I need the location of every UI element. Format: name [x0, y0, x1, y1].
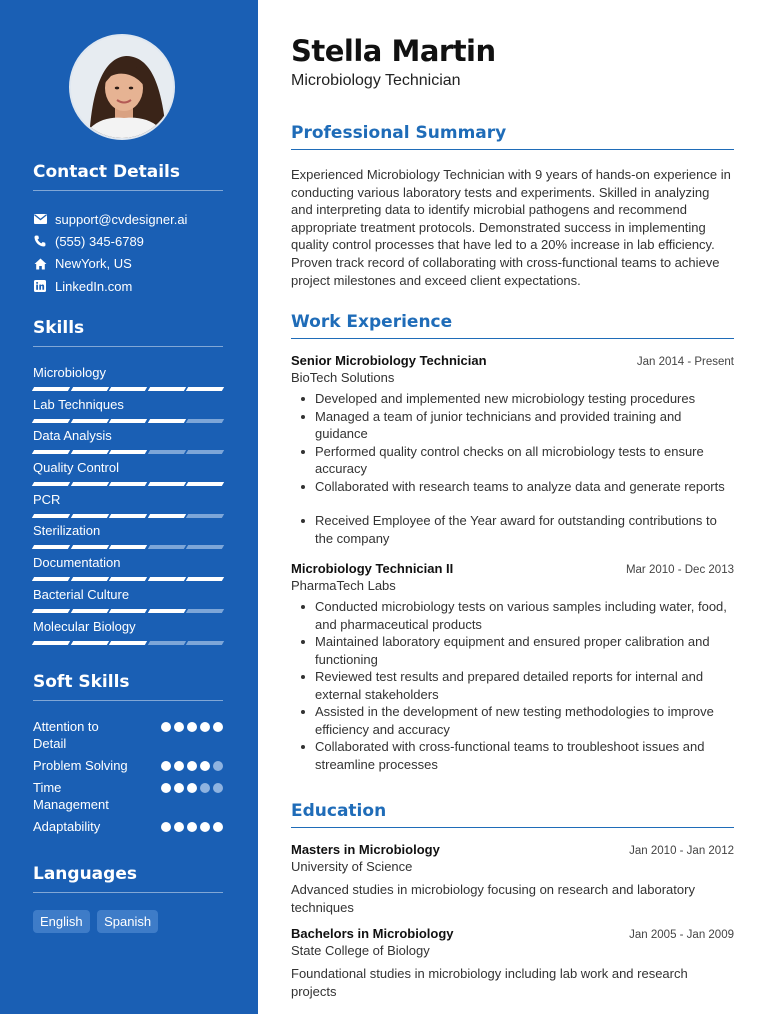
- skill-level-segment: [148, 387, 186, 391]
- skill-level-segment: [186, 609, 224, 613]
- skill-level-segment: [109, 577, 147, 581]
- skill-level-segment: [32, 545, 70, 549]
- level-dot: [200, 822, 210, 832]
- level-dot: [187, 722, 197, 732]
- level-dot: [174, 822, 184, 832]
- skill-level-bar: [33, 545, 223, 549]
- candidate-name: Stella Martin: [291, 34, 496, 68]
- skill-row: [33, 551, 223, 583]
- soft-skill-dots: [161, 718, 223, 732]
- school-name: University of Science: [291, 859, 413, 874]
- level-dot: [213, 722, 223, 732]
- skill-level-segment: [186, 482, 224, 486]
- skill-level-segment: [70, 419, 108, 423]
- soft-skill-dots: [161, 779, 223, 793]
- skill-label: Lab Techniques: [33, 396, 124, 412]
- skill-level-segment: [148, 577, 186, 581]
- skill-level-segment: [148, 419, 186, 423]
- soft-skills-section: [33, 672, 223, 840]
- skill-level-segment: [70, 514, 108, 518]
- soft-skill-row: [33, 718, 223, 757]
- level-dot: [161, 783, 171, 793]
- level-dot: [174, 761, 184, 771]
- avatar-portrait: [71, 36, 175, 140]
- skill-level-bar: [33, 482, 223, 486]
- skill-level-segment: [148, 609, 186, 613]
- job-entry: [291, 353, 734, 547]
- school-name: State College of Biology: [291, 943, 430, 958]
- contact-heading: Contact Details: [33, 162, 223, 191]
- job-bullet: Managed a team of junior technicians and provided training and guidance: [291, 408, 734, 443]
- contact-phone-text: (555) 345-6789: [55, 233, 144, 249]
- skill-level-bar: [33, 514, 223, 518]
- soft-skill-label: Time Management: [33, 780, 109, 812]
- degree-title: Bachelors in Microbiology: [291, 926, 454, 941]
- soft-skills-heading: Soft Skills: [33, 672, 223, 701]
- skill-level-segment: [32, 577, 70, 581]
- phone-icon: [33, 234, 47, 248]
- skill-level-segment: [32, 450, 70, 454]
- education-entry: [291, 926, 734, 1001]
- skill-level-segment: [70, 609, 108, 613]
- soft-skill-row: [33, 757, 223, 779]
- job-title: Microbiology Technician II: [291, 561, 454, 576]
- skill-level-segment: [186, 545, 224, 549]
- skill-level-segment: [70, 641, 108, 645]
- job-bullets: [291, 598, 734, 773]
- skill-level-segment: [32, 609, 70, 613]
- skill-level-bar: [33, 387, 223, 391]
- skill-level-segment: [148, 450, 186, 454]
- summary-heading: Professional Summary: [291, 123, 734, 150]
- level-dot: [213, 761, 223, 771]
- candidate-title: Microbiology Technician: [291, 72, 461, 89]
- level-dot: [200, 722, 210, 732]
- skill-level-segment: [186, 419, 224, 423]
- skill-level-segment: [70, 545, 108, 549]
- skill-row: [33, 488, 223, 520]
- job-bullet: Conducted microbiology tests on various samples including water, food, and pharmaceutical products: [291, 598, 734, 633]
- skill-level-segment: [148, 641, 186, 645]
- skill-level-bar: [33, 641, 223, 645]
- level-dot: [161, 761, 171, 771]
- skills-heading: Skills: [33, 318, 223, 347]
- language-tag-english: English: [33, 910, 90, 933]
- level-dot: [200, 761, 210, 771]
- contact-linkedin[interactable]: [33, 275, 223, 297]
- contact-location: [33, 253, 223, 275]
- languages-section: [33, 864, 223, 933]
- job-company: PharmaTech Labs: [291, 578, 396, 593]
- soft-skill-dots: [161, 757, 223, 771]
- skill-label: Molecular Biology: [33, 618, 136, 634]
- skill-row: [33, 393, 223, 425]
- soft-skill-row: [33, 779, 223, 818]
- envelope-icon: [33, 212, 47, 226]
- sidebar: [0, 0, 258, 1014]
- skill-level-segment: [32, 482, 70, 486]
- soft-skill-row: [33, 818, 223, 840]
- skill-level-segment: [148, 482, 186, 486]
- job-bullet: Performed quality control checks on all microbiology tests to ensure accuracy: [291, 443, 734, 478]
- skills-section: [33, 318, 223, 646]
- skill-level-segment: [70, 387, 108, 391]
- skill-label: PCR: [33, 491, 61, 507]
- skill-label: Data Analysis: [33, 428, 112, 444]
- contact-phone[interactable]: [33, 230, 223, 252]
- skill-level-segment: [32, 641, 70, 645]
- skill-row: [33, 583, 223, 615]
- skill-label: Quality Control: [33, 460, 119, 476]
- job-bullet: Collaborated with cross-functional teams to troubleshoot issues and streamline processes: [291, 738, 734, 773]
- job-dates: Jan 2014 - Present: [636, 356, 734, 368]
- education-heading: Education: [291, 801, 734, 828]
- skill-row: [33, 519, 223, 551]
- skill-level-segment: [109, 514, 147, 518]
- degree-title: Masters in Microbiology: [291, 842, 440, 857]
- education-description: Foundational studies in microbiology including lab work and research projects: [291, 966, 688, 999]
- job-bullet: Reviewed test results and prepared detailed reports for internal and external stakeholders: [291, 668, 734, 703]
- skill-level-segment: [70, 482, 108, 486]
- job-entry: [291, 561, 734, 773]
- skill-row: [33, 424, 223, 456]
- skill-level-bar: [33, 419, 223, 423]
- job-bullet: Collaborated with research teams to analyze data and generate reports: [291, 478, 734, 496]
- skill-row: [33, 456, 223, 488]
- skill-level-segment: [109, 387, 147, 391]
- skill-level-segment: [109, 419, 147, 423]
- job-bullet: Received Employee of the Year award for outstanding contributions to the company: [291, 512, 734, 547]
- skill-row: [33, 361, 223, 393]
- education-description: Advanced studies in microbiology focusing on research and laboratory techniques: [291, 882, 695, 915]
- skill-level-segment: [32, 387, 70, 391]
- level-dot: [187, 761, 197, 771]
- level-dot: [213, 822, 223, 832]
- skill-label: Documentation: [33, 555, 121, 571]
- contact-location-text: NewYork, US: [55, 256, 132, 272]
- education-entry: [291, 842, 734, 917]
- job-bullet: Assisted in the development of new testing methodologies to improve efficiency and accuracy: [291, 703, 734, 738]
- soft-skill-label: Attention to Detail: [33, 719, 99, 751]
- skill-level-segment: [148, 545, 186, 549]
- skill-level-segment: [32, 514, 70, 518]
- skill-level-segment: [186, 577, 224, 581]
- skill-level-segment: [109, 641, 147, 645]
- skill-level-segment: [70, 577, 108, 581]
- job-company: BioTech Solutions: [291, 370, 395, 385]
- level-dot: [213, 783, 223, 793]
- job-bullet: Maintained laboratory equipment and ensured proper calibration and functioning: [291, 633, 734, 668]
- skill-label: Bacterial Culture: [33, 586, 130, 602]
- soft-skill-label: Adaptability: [33, 819, 101, 834]
- skill-level-segment: [109, 609, 147, 613]
- profile-photo: [69, 34, 175, 140]
- level-dot: [187, 822, 197, 832]
- skill-level-bar: [33, 450, 223, 454]
- skill-level-segment: [186, 641, 224, 645]
- education-dates: Jan 2005 - Jan 2009: [629, 929, 734, 941]
- level-dot: [174, 722, 184, 732]
- skill-level-bar: [33, 577, 223, 581]
- skill-level-segment: [186, 387, 224, 391]
- skill-label: Microbiology: [33, 365, 106, 380]
- languages-heading: Languages: [33, 864, 223, 893]
- skill-level-segment: [186, 514, 224, 518]
- job-dates: Mar 2010 - Dec 2013: [625, 564, 734, 576]
- job-bullet: Developed and implemented new microbiology testing procedures: [291, 390, 734, 408]
- level-dot: [174, 783, 184, 793]
- linkedin-icon: [33, 279, 47, 293]
- contact-email-text: support@cvdesigner.ai: [55, 211, 188, 227]
- level-dot: [187, 783, 197, 793]
- job-bullets: [291, 390, 734, 547]
- skill-level-bar: [33, 609, 223, 613]
- skill-level-segment: [70, 450, 108, 454]
- skill-row: [33, 615, 223, 647]
- experience-heading: Work Experience: [291, 312, 734, 339]
- skill-level-segment: [109, 545, 147, 549]
- skill-level-segment: [186, 450, 224, 454]
- level-dot: [161, 822, 171, 832]
- job-title: Senior Microbiology Technician: [291, 353, 487, 368]
- skill-label: Sterilization: [33, 523, 101, 539]
- home-icon: [33, 257, 47, 271]
- education-dates: Jan 2010 - Jan 2012: [629, 845, 734, 857]
- level-dot: [161, 722, 171, 732]
- skill-level-segment: [109, 482, 147, 486]
- language-tag-spanish: Spanish: [97, 910, 158, 933]
- skill-level-segment: [148, 514, 186, 518]
- contact-linkedin-text: LinkedIn.com: [55, 278, 133, 294]
- soft-skill-label: Problem Solving: [33, 758, 128, 773]
- summary-text: Experienced Microbiology Technician with 9 years of hands-on experience in conducting various laboratory tests and experiments. Skilled in analyzing and interpreting data to identify microbial pathogens and recommend appropriate treatment protocols. Demonstrated success in implementing quality control processes that have led to a 20% increase in lab efficiency. Proven track record of collaborating with cross-functional teams to achieve project milestones and exceed client expectations.: [291, 167, 731, 288]
- soft-skill-dots: [161, 818, 223, 832]
- skill-level-segment: [109, 450, 147, 454]
- contact-email[interactable]: [33, 208, 223, 230]
- level-dot: [200, 783, 210, 793]
- skill-level-segment: [32, 419, 70, 423]
- contact-section: [33, 162, 223, 297]
